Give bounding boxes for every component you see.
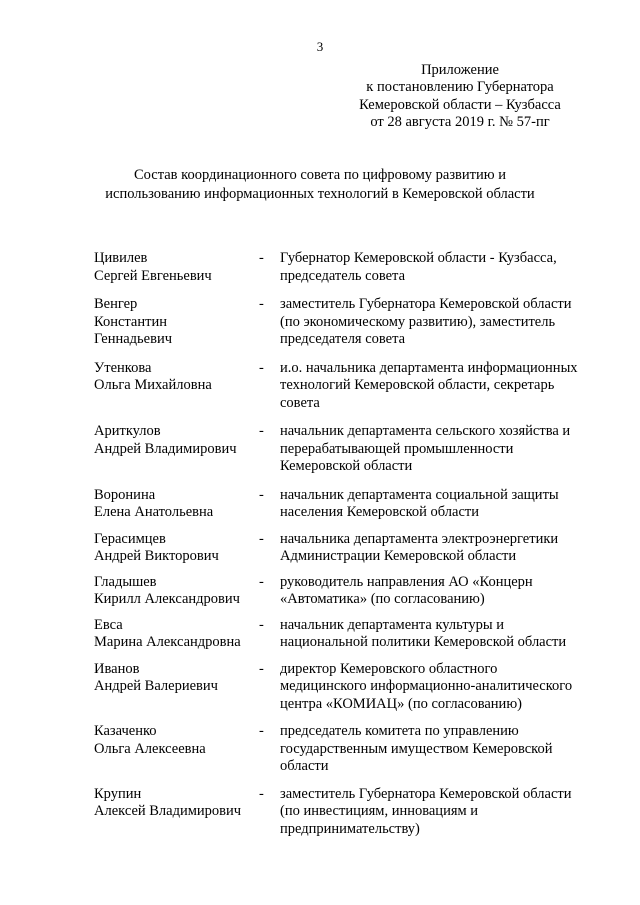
member-name-line: Воронина — [94, 486, 156, 503]
member-role-line: государственным имуществом Кемеровской — [280, 740, 553, 757]
member-role-line: начальник департамента культуры и — [280, 616, 504, 633]
member-role — [280, 360, 604, 413]
member-name-line: Геннадьевич — [94, 331, 172, 347]
member-name-line: Сергей Евгеньевич — [94, 267, 212, 284]
appendix-line: Приложение — [421, 62, 499, 78]
member-entry — [94, 786, 604, 839]
member-role — [280, 296, 604, 349]
member-name — [94, 723, 259, 758]
member-entry — [94, 360, 604, 413]
member-role — [280, 786, 604, 839]
member-role-line: председателя совета — [280, 331, 406, 347]
member-role-line: Губернатор Кемеровской области - Кузбасса, — [280, 250, 557, 266]
member-name-line: Кирилл Александрович — [94, 591, 240, 607]
member-role-line: заместитель Губернатора Кемеровской области — [280, 296, 572, 312]
member-name — [94, 574, 259, 609]
member-dash: - — [259, 486, 264, 503]
member-name-line: Венгер — [94, 296, 138, 312]
member-entry — [94, 661, 604, 714]
member-name-line: Марина Александровна — [94, 634, 241, 650]
member-entry — [94, 250, 604, 285]
member-dash: - — [259, 616, 264, 633]
member-role-line: совета — [280, 394, 320, 411]
member-role — [280, 487, 604, 522]
page-number: 3 — [316, 39, 324, 54]
appendix-line: Кемеровской области – Кузбасса — [359, 96, 561, 113]
member-name-line: Цивилев — [94, 250, 148, 266]
member-role — [280, 617, 604, 652]
member-role — [280, 574, 604, 609]
member-dash: - — [259, 296, 264, 312]
member-entry — [94, 531, 604, 566]
member-name-line: Евса — [94, 616, 123, 633]
member-dash: - — [259, 723, 264, 739]
member-role-line: предпринимательству) — [280, 820, 420, 837]
member-role-line: центра «КОМИАЦ» (по согласованию) — [280, 695, 522, 712]
member-role-line: начальник департамента сельского хозяйства и — [280, 423, 571, 439]
member-role-line: руководитель направления АО «Концерн — [280, 573, 533, 590]
member-name — [94, 487, 259, 522]
member-name-line: Андрей Викторович — [94, 548, 219, 564]
member-entry — [94, 487, 604, 522]
member-name-line: Иванов — [94, 660, 140, 677]
member-role-line: перерабатывающей промышленности — [280, 440, 514, 457]
member-dash: - — [259, 530, 264, 547]
member-role-line: «Автоматика» (по согласованию) — [280, 591, 485, 607]
member-role — [280, 250, 604, 285]
member-entry — [94, 723, 604, 776]
member-role-line: председатель комитета по управлению — [280, 723, 519, 739]
member-name — [94, 360, 259, 395]
member-role-line: области — [280, 758, 329, 774]
member-entry — [94, 574, 604, 609]
member-name-line: Андрей Владимирович — [94, 440, 237, 457]
member-entry — [94, 423, 604, 476]
member-role-line: начальник департамента социальной защиты — [280, 486, 559, 503]
member-entry — [94, 617, 604, 652]
member-role-line: населения Кемеровской области — [280, 504, 480, 520]
member-dash: - — [259, 660, 264, 677]
member-role — [280, 423, 604, 476]
member-name-line: Ольга Алексеевна — [94, 740, 206, 757]
member-dash: - — [259, 785, 264, 802]
member-role-line: директор Кемеровского областного — [280, 660, 498, 677]
member-name-line: Ариткулов — [94, 423, 161, 439]
member-name-line: Ольга Михайловна — [94, 377, 212, 393]
member-role — [280, 723, 604, 776]
member-role-line: медицинского информационно-аналитического — [280, 678, 573, 694]
member-role-line: национальной политики Кемеровской области — [280, 634, 567, 650]
member-name — [94, 250, 259, 285]
member-name — [94, 617, 259, 652]
member-role-line: начальника департамента электроэнергетики — [280, 530, 559, 547]
member-dash: - — [259, 359, 264, 376]
member-role — [280, 531, 604, 566]
title-line: использованию информационных технологий в Кемеровской области — [105, 185, 535, 202]
member-role-line: (по экономическому развитию), заместитель — [280, 313, 556, 330]
member-dash: - — [259, 423, 264, 439]
member-role-line: технологий Кемеровской области, секретарь — [280, 377, 555, 393]
member-role-line: (по инвестициям, инновациям и — [280, 803, 479, 819]
member-name-line: Утенкова — [94, 359, 152, 376]
member-role-line: Кемеровской области — [280, 458, 413, 474]
member-dash: - — [259, 250, 264, 266]
member-name-line: Крупин — [94, 785, 142, 802]
member-name — [94, 423, 259, 458]
member-name — [94, 531, 259, 566]
member-role-line: Администрации Кемеровской области — [280, 548, 517, 564]
member-role-line: заместитель Губернатора Кемеровской области — [280, 785, 572, 802]
members-list — [94, 240, 604, 838]
member-entry — [94, 296, 604, 349]
member-name-line: Константин — [94, 313, 167, 330]
member-dash: - — [259, 573, 264, 590]
member-name-line: Андрей Валериевич — [94, 678, 218, 694]
member-role-line: председатель совета — [280, 267, 406, 284]
appendix-header — [330, 62, 590, 131]
member-name — [94, 786, 259, 821]
member-role — [280, 661, 604, 714]
title-line: Состав координационного совета по цифровому развитию и — [134, 167, 506, 183]
member-name — [94, 296, 259, 349]
document-title — [60, 166, 580, 203]
member-role-line: и.о. начальника департамента информационных — [280, 359, 578, 376]
appendix-line: к постановлению Губернатора — [366, 79, 554, 96]
appendix-line: от 28 августа 2019 г. № 57-пг — [370, 113, 550, 130]
member-name-line: Алексей Владимирович — [94, 803, 242, 819]
member-name-line: Гладышев — [94, 573, 157, 590]
member-name-line: Герасимцев — [94, 530, 166, 547]
member-name — [94, 661, 259, 696]
member-name-line: Елена Анатольевна — [94, 504, 214, 520]
member-name-line: Казаченко — [94, 723, 157, 739]
